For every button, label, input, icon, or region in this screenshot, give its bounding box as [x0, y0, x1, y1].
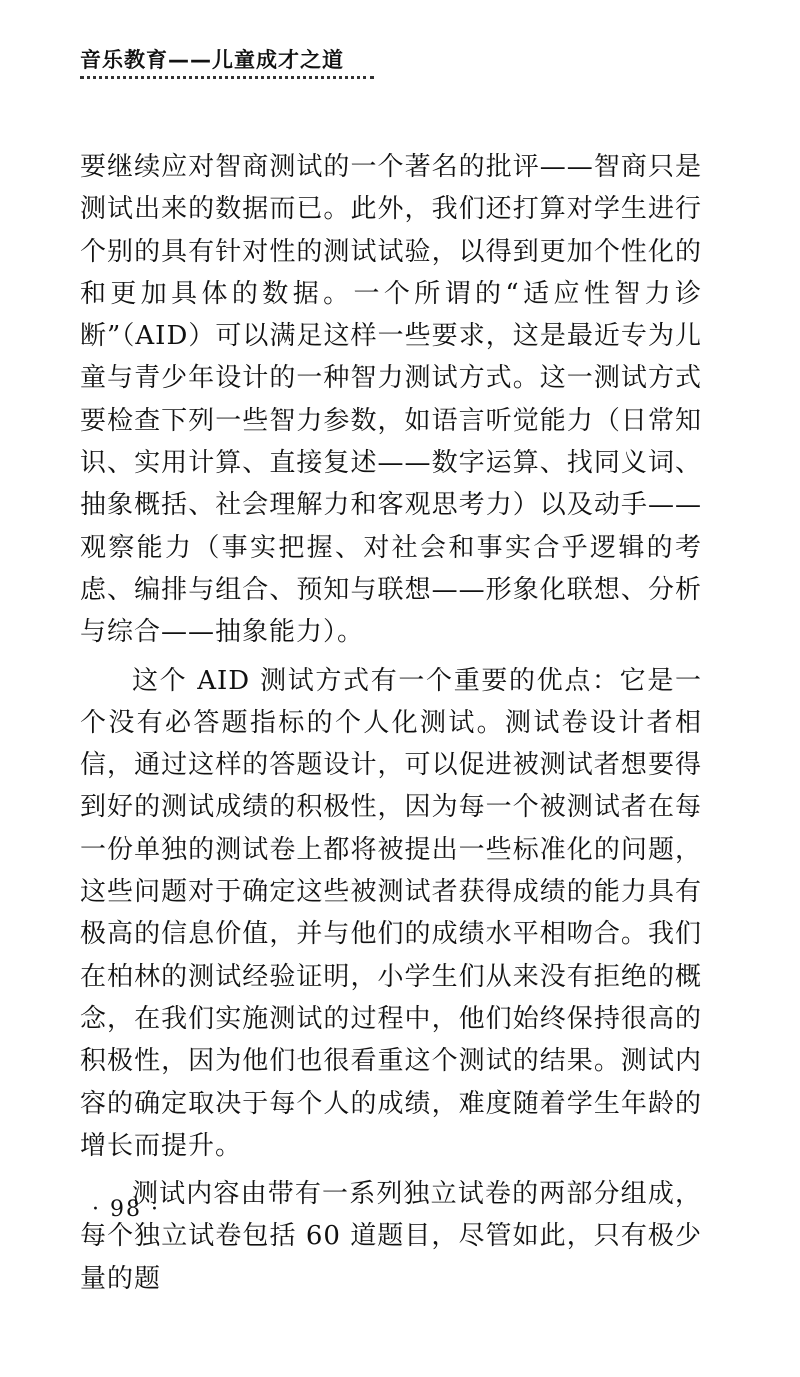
page-number: · 98 ·	[92, 1197, 160, 1222]
paragraph-2: 这个 AID 测试方式有一个重要的优点：它是一个没有必答题指标的个人化测试。测试卷设计者相信，通过这样的答题设计，可以促进被测试者想要得到好的测试成绩的积极性，因为每一个被测试者在每一份单独的测试卷上都将被提出一些标准化的问题，这些问题对于确定这些被测试者获得成绩的能力具有极高的信息价值，并与他们的成绩水平相吻合。我们在柏林的测试经验证明，小学生们从来没有拒绝的概念，在我们实施测试的过程中，他们始终保持很高的积极性，因为他们也很看重这个测试的结果。测试内容的确定取决于每个人的成绩，难度随着学生年龄的增长而提升。	[80, 665, 702, 1161]
body-text	[80, 146, 702, 1300]
running-header: 音乐教育——儿童成才之道	[80, 48, 344, 72]
header-dotted-rule	[80, 76, 374, 79]
paragraph-3: 测试内容由带有一系列独立试卷的两部分组成，每个独立试卷包括 60 道题目，尽管如此，只有极少量的题	[80, 1179, 702, 1294]
paragraph-1-continued: 要继续应对智商测试的一个著名的批评——智商只是测试出来的数据而已。此外，我们还打算对学生进行个别的具有针对性的测试试验，以得到更加个性化的和更加具体的数据。一个所谓的“适应性智力诊断”（AID）可以满足这样一些要求，这是最近专为儿童与青少年设计的一种智力测试方式。这一测试方式要检查下列一些智力参数，如语言听觉能力（日常知识、实用计算、直接复述——数字运算、找同义词、抽象概括、社会理解力和客观思考力）以及动手——观察能力（事实把握、对社会和事实合乎逻辑的考虑、编排与组合、预知与联想——形象化联想、分析与综合——抽象能力）。	[80, 152, 702, 648]
